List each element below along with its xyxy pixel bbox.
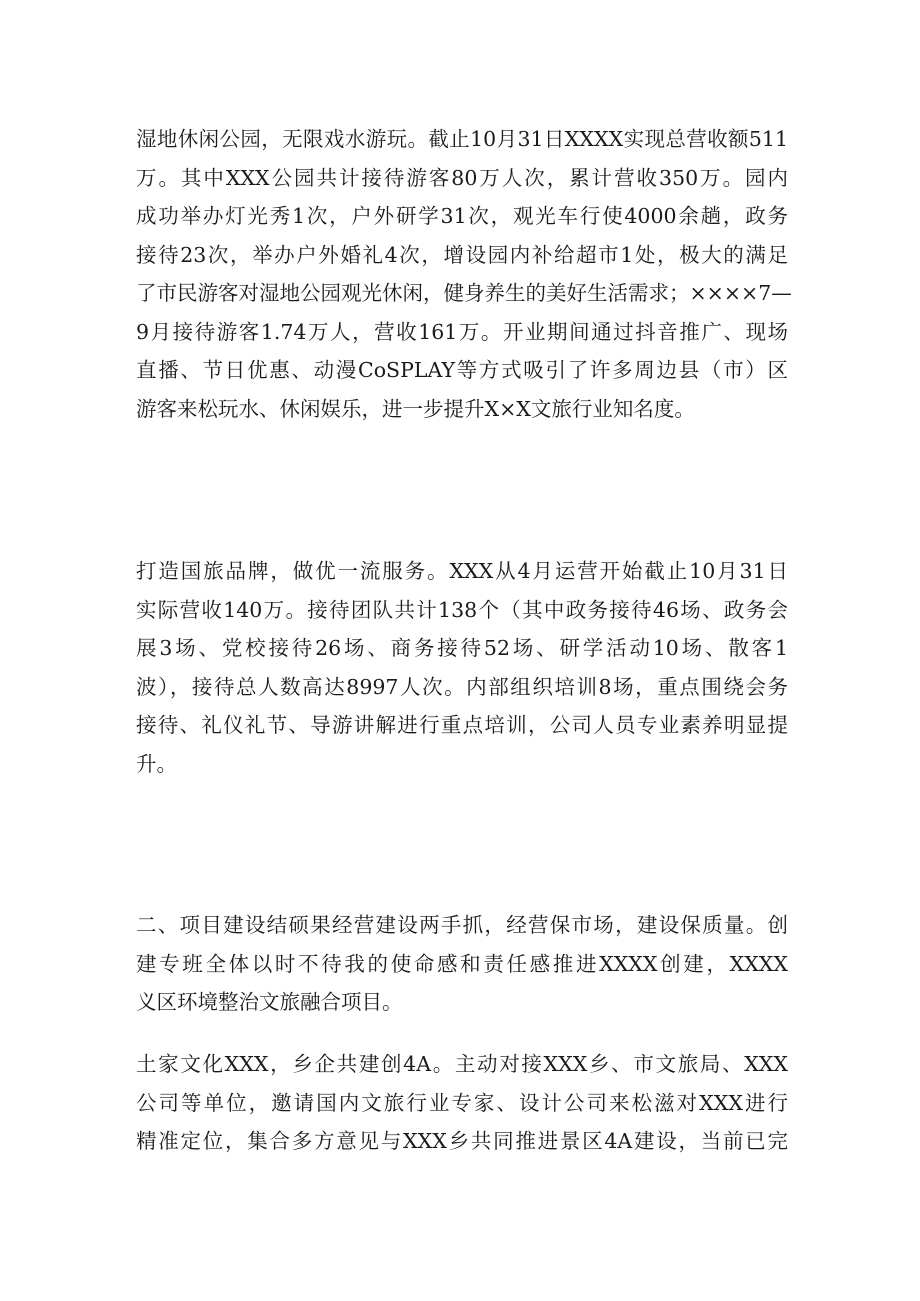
paragraph-line: 公司等单位，邀请国内文旅行业专家、设计公司来松滋对XXX进行 (136, 1090, 788, 1115)
paragraph-project-construction (136, 906, 788, 1022)
paragraph-line: 实际营收140万。接待团队共计138个（其中政务接待46场、政务会 (136, 597, 788, 622)
paragraph-line: 成功举办灯光秀1次，户外研学31次，观光车行使4000余趟，政务 (136, 204, 788, 228)
paragraph-line: 打造国旅品牌，做优一流服务。XXX从4月运营开始截止10月31日 (136, 559, 788, 583)
paragraph-line: 直播、节日优惠、动漫CoSPLAY等方式吸引了许多周边县（市）区 (136, 358, 788, 382)
paragraph-line: 了市民游客对湿地公园观光休闲，健身养生的美好生活需求；××××7— (136, 281, 792, 305)
paragraph-line: 二、项目建设结硕果经营建设两手抓，经营保市场，建设保质量。创 (136, 913, 788, 937)
paragraph-line: 接待、礼仪礼节、导游讲解进行重点培训，公司人员专业素养明显提 (136, 713, 788, 737)
paragraph-line: 土家文化XXX，乡企共建创4A。主动对接XXX乡、市文旅局、XXX (136, 1052, 788, 1076)
paragraph-line: 义区环境整治文旅融合项目。 (136, 990, 403, 1014)
paragraph-line: 游客来松玩水、休闲娱乐，进一步提升X×X文旅行业知名度。 (136, 396, 695, 421)
paragraph-line: 接待23次，举办户外婚礼4次，增设园内补给超市1处，极大的满足 (136, 242, 788, 267)
paragraph-line: 万。其中XXX公园共计接待游客80万人次，累计营收350万。园内 (136, 165, 788, 190)
paragraph-line: 精准定位，集合多方意见与XXX乡共同推进景区4A建设，当前已完 (136, 1129, 788, 1153)
paragraph-tujia-culture (136, 1045, 788, 1161)
paragraph-travel-brand (136, 552, 788, 783)
paragraph-line: 展3场、党校接待26场、商务接待52场、研学活动10场、散客1 (136, 636, 788, 660)
paragraph-line: 湿地休闲公园，无限戏水游玩。截止10月31日XXXX实现总营收额511 (136, 127, 788, 151)
paragraph-line: 升。 (136, 751, 177, 776)
paragraph-line: 波），接待总人数高达8997人次。内部组织培训8场，重点围绕会务 (136, 674, 788, 699)
paragraph-line: 9月接待游客1.74万人，营收161万。开业期间通过抖音推广、现场 (136, 319, 788, 344)
paragraph-wetland-park (136, 120, 792, 428)
paragraph-line: 建专班全体以时不待我的使命感和责任感推进XXXX创建，XXXX (136, 951, 788, 976)
